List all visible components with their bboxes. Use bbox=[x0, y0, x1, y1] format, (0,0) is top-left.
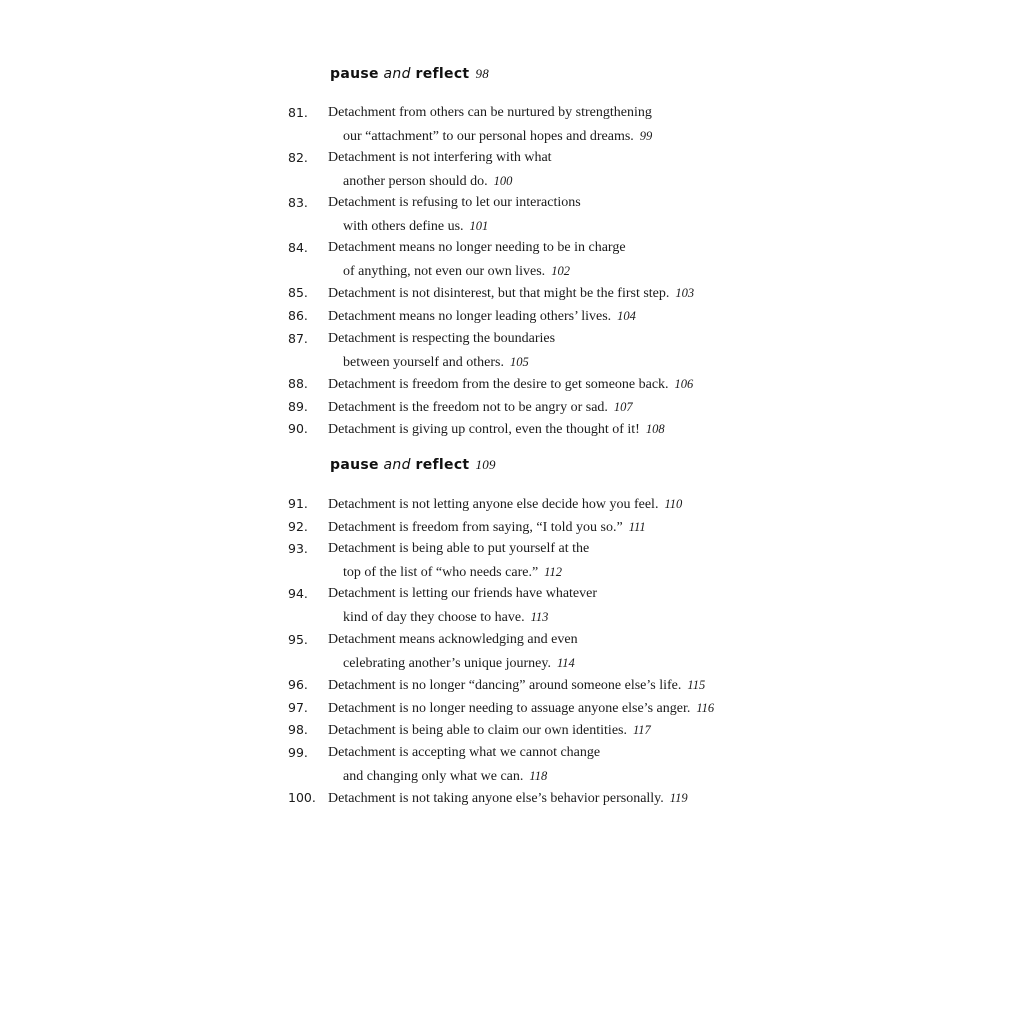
entry-number: 90. bbox=[288, 421, 308, 436]
entry-text-line2: kind of day they choose to have. bbox=[343, 609, 525, 625]
entry-number: 98. bbox=[288, 722, 308, 737]
contents-entry bbox=[288, 147, 758, 193]
entry-text-line1: Detachment is freedom from the desire to get someone back. bbox=[328, 377, 669, 392]
entry-number: 81. bbox=[288, 105, 308, 120]
entry-text-line1: Detachment is freedom from saying, “I told you so.” bbox=[328, 520, 623, 535]
entry-text-line1: Detachment is respecting the boundaries bbox=[328, 331, 556, 346]
entry-text-line1: Detachment means no longer leading others’ lives. bbox=[328, 309, 612, 324]
entry-page-number: 103 bbox=[675, 286, 695, 300]
entry-text-line2: and changing only what we can. bbox=[343, 768, 524, 784]
contents-entry bbox=[288, 305, 758, 329]
entry-number: 97. bbox=[288, 700, 308, 715]
entry-page-number: 116 bbox=[696, 701, 715, 715]
entry-text-line1: Detachment is refusing to let our interactions bbox=[328, 195, 581, 210]
heading-page-number: 98 bbox=[475, 66, 490, 81]
section-heading bbox=[330, 457, 496, 473]
entry-number: 84. bbox=[288, 240, 308, 255]
entry-text-line1: Detachment is accepting what we cannot change bbox=[328, 745, 601, 760]
entry-text-line2: between yourself and others. bbox=[343, 354, 504, 370]
entry-text-line2: another person should do. bbox=[343, 173, 488, 189]
entry-text-line1: Detachment is letting our friends have whatever bbox=[328, 586, 598, 601]
contents-entry bbox=[288, 719, 758, 743]
entry-number: 86. bbox=[288, 308, 308, 323]
entry-number: 83. bbox=[288, 195, 308, 210]
entry-page-number: 101 bbox=[469, 218, 489, 233]
contents-entry bbox=[288, 629, 758, 675]
entry-text-line1: Detachment is being able to claim our own identities. bbox=[328, 723, 627, 738]
entry-text-line1: Detachment is giving up control, even the thought of it! bbox=[328, 422, 640, 437]
entry-page-number: 104 bbox=[617, 309, 636, 323]
entry-page-number: 115 bbox=[687, 678, 706, 692]
entry-number: 99. bbox=[288, 745, 308, 760]
entry-number: 91. bbox=[288, 496, 308, 511]
entry-text-line1: Detachment is not interfering with what bbox=[328, 150, 552, 165]
contents-entry bbox=[288, 674, 758, 698]
entry-text-line2: with others define us. bbox=[343, 218, 464, 234]
heading-word-reflect: reflect bbox=[415, 457, 470, 473]
contents-entry bbox=[288, 516, 758, 540]
entry-number: 96. bbox=[288, 677, 308, 692]
entry-text-line1: Detachment from others can be nurtured by strengthening bbox=[328, 105, 652, 120]
contents-entry bbox=[288, 538, 758, 584]
entry-text-line1: Detachment means acknowledging and even bbox=[328, 632, 578, 647]
section-heading bbox=[330, 66, 489, 82]
entry-page-number: 113 bbox=[530, 609, 549, 624]
contents-entry bbox=[288, 493, 758, 517]
contents-entry bbox=[288, 373, 758, 397]
entry-page-number: 102 bbox=[551, 263, 570, 278]
entry-number: 82. bbox=[288, 150, 308, 165]
entry-text-line1: Detachment means no longer needing to be in charge bbox=[328, 240, 626, 255]
heading-word-and: and bbox=[383, 457, 411, 473]
entry-page-number: 117 bbox=[632, 723, 651, 737]
heading-word-pause: pause bbox=[330, 66, 379, 82]
entry-number: 87. bbox=[288, 331, 308, 346]
contents-entry bbox=[288, 787, 758, 811]
entry-text-line1: Detachment is being able to put yourself at the bbox=[328, 541, 590, 556]
entry-page-number: 111 bbox=[628, 520, 646, 534]
entry-page-number: 99 bbox=[639, 128, 653, 143]
entry-text-line2: top of the list of “who needs care.” bbox=[343, 564, 539, 580]
entry-number: 88. bbox=[288, 376, 308, 391]
heading-word-reflect: reflect bbox=[415, 66, 470, 82]
entry-page-number: 106 bbox=[674, 377, 694, 391]
entry-page-number: 110 bbox=[664, 497, 683, 511]
contents-entry bbox=[288, 583, 758, 629]
entry-text-line1: Detachment is no longer needing to assuage anyone else’s anger. bbox=[328, 701, 691, 716]
entry-number: 85. bbox=[288, 285, 308, 300]
entry-text-line1: Detachment is not taking anyone else’s behavior personally. bbox=[328, 791, 664, 806]
entry-page-number: 114 bbox=[556, 655, 575, 670]
contents-entry bbox=[288, 697, 758, 721]
contents-entry bbox=[288, 396, 758, 420]
contents-entry bbox=[288, 282, 758, 306]
contents-entry bbox=[288, 742, 758, 788]
entry-page-number: 119 bbox=[669, 791, 688, 805]
entry-page-number: 112 bbox=[544, 564, 562, 579]
contents-entry bbox=[288, 192, 758, 238]
contents-entry bbox=[288, 328, 758, 374]
entry-page-number: 107 bbox=[613, 400, 633, 414]
entry-text-line2: celebrating another’s unique journey. bbox=[343, 655, 551, 671]
entry-text-line1: Detachment is no longer “dancing” around someone else’s life. bbox=[328, 678, 682, 693]
contents-entry bbox=[288, 102, 758, 148]
entry-page-number: 118 bbox=[529, 768, 548, 783]
heading-page-number: 109 bbox=[475, 457, 496, 472]
entry-text-line1: Detachment is not disinterest, but that might be the first step. bbox=[328, 286, 670, 301]
contents-entry bbox=[288, 237, 758, 283]
entry-number: 100. bbox=[288, 790, 316, 805]
heading-word-pause: pause bbox=[330, 457, 379, 473]
entry-number: 94. bbox=[288, 586, 308, 601]
entry-page-number: 100 bbox=[493, 173, 513, 188]
entry-text-line2: of anything, not even our own lives. bbox=[343, 263, 546, 279]
entry-text-line1: Detachment is not letting anyone else decide how you feel. bbox=[328, 497, 659, 512]
entry-page-number: 108 bbox=[645, 422, 665, 436]
entry-number: 89. bbox=[288, 399, 308, 414]
heading-word-and: and bbox=[383, 66, 411, 82]
entry-number: 95. bbox=[288, 632, 308, 647]
entry-page-number: 105 bbox=[509, 354, 529, 369]
entry-text-line1: Detachment is the freedom not to be angry or sad. bbox=[328, 400, 608, 415]
entry-number: 93. bbox=[288, 541, 308, 556]
contents-entry bbox=[288, 418, 758, 442]
entry-text-line2: our “attachment” to our personal hopes and dreams. bbox=[343, 128, 634, 144]
entry-number: 92. bbox=[288, 519, 308, 534]
